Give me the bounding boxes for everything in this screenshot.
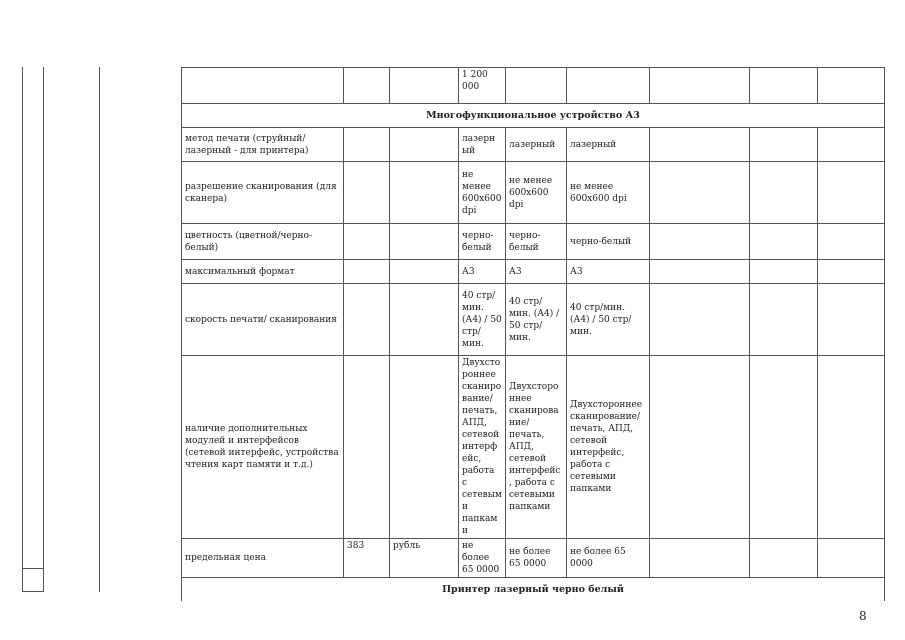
table-row <box>182 284 885 356</box>
parameter-name: метод печати (струйный/ лазерный - для принтера) <box>182 128 344 162</box>
table-cell: не менее 600x600 dpi <box>459 162 506 224</box>
table-row <box>182 128 885 162</box>
section-title: Многофункциональное устройство А3 <box>182 104 885 128</box>
table-cell: Двухстороннее сканирование/печать, АПД, сетевой интерфейс, работа с сетевыми папками <box>506 356 567 539</box>
table-cell: черно-белый <box>567 224 650 260</box>
section-header-row <box>182 578 885 602</box>
left-table-border <box>43 67 44 592</box>
left-table-border <box>22 591 44 592</box>
table-cell: черно-белый <box>459 224 506 260</box>
table-row <box>182 260 885 284</box>
table-cell: 1 200 000 <box>459 68 506 104</box>
parameter-name: наличие дополнительных модулей и интерфейсов (сетевой интерфейс, устройства чтения карт памяти и т.д.) <box>182 356 344 539</box>
table-cell: не менее 600x600 dpi <box>567 162 650 224</box>
parameter-name: разрешение сканирования (для сканера) <box>182 162 344 224</box>
left-table-border <box>22 67 23 592</box>
table-row <box>182 539 885 578</box>
table-cell: лазерный <box>459 128 506 162</box>
table-cell: 383 <box>344 539 390 578</box>
table-cell: не более 65 0000 <box>567 539 650 578</box>
parameter-name: цветность (цветной/черно-белый) <box>182 224 344 260</box>
page-number: 8 <box>859 609 867 623</box>
section-title: Принтер лазерный черно белый <box>182 578 885 602</box>
left-table-border <box>22 568 44 569</box>
table-cell: 40 стр/мин. (А4) / 50 стр/мин. <box>459 284 506 356</box>
table-cell: 40 стр/мин. (А4) / 50 стр/мин. <box>506 284 567 356</box>
section-header-row <box>182 104 885 128</box>
parameter-name: предельная цена <box>182 539 344 578</box>
table-cell: А3 <box>506 260 567 284</box>
table-cell: А3 <box>567 260 650 284</box>
table-cell: 40 стр/мин. (А4) / 50 стр/мин. <box>567 284 650 356</box>
table-row <box>182 162 885 224</box>
table-row <box>182 356 885 539</box>
table-row <box>182 224 885 260</box>
left-table-border <box>99 67 100 592</box>
table-cell: Двухстороннее сканирование/печать, АПД, сетевой интерфейс, работа с сетевыми папками <box>459 356 506 539</box>
table-cell: лазерный <box>506 128 567 162</box>
parameter-name: скорость печати/ сканирования <box>182 284 344 356</box>
table-cell: не более 65 0000 <box>459 539 506 578</box>
table-cell: черно-белый <box>506 224 567 260</box>
table-cell: А3 <box>459 260 506 284</box>
table-row <box>182 68 885 104</box>
table-cell: не более 65 0000 <box>506 539 567 578</box>
table-cell: лазерный <box>567 128 650 162</box>
table-cell: рубль <box>390 539 459 578</box>
parameter-name: максимальный формат <box>182 260 344 284</box>
table-cell: не менее 600x600 dpi <box>506 162 567 224</box>
table-cell: Двухстороннее сканирование/печать, АПД, сетевой интерфейс, работа с сетевыми папками <box>567 356 650 539</box>
specification-table <box>181 67 885 601</box>
